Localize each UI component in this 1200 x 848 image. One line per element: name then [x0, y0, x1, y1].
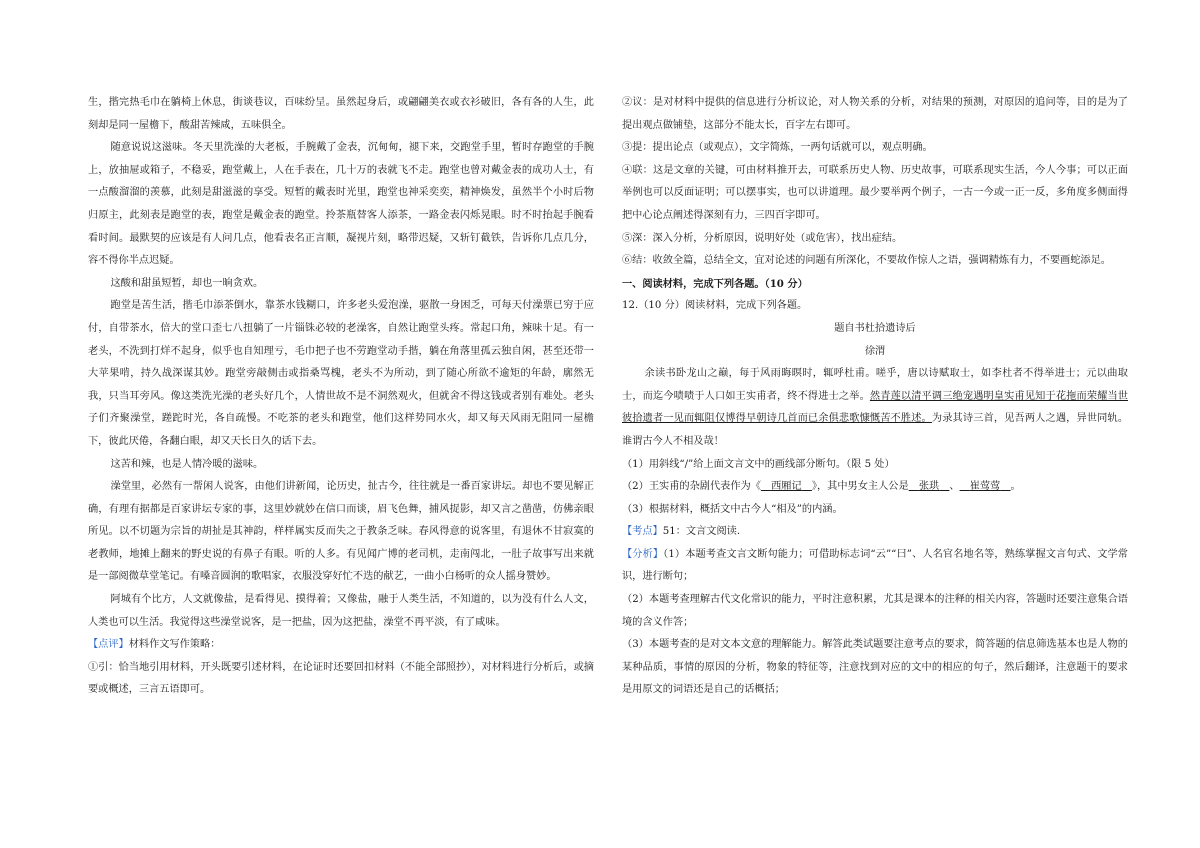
sub2-middle: 》，其中男女主人公是: [811, 481, 909, 493]
comment-text: 材料作文写作策略：: [128, 639, 221, 651]
right-column: [622, 92, 1128, 702]
kaodian-text: 51：文言文阅读.: [662, 526, 741, 538]
answer-blank-1-text: 西厢记: [771, 481, 802, 493]
answer-blank-2: [909, 481, 950, 492]
passage-part-a: 余读书卧龙山之巅，每于风雨晦暝时，辄呼杜甫。嗟乎，唐以诗赋取士，如李杜者不得举进士；元以曲取士，而迄今啧啧于人口如王实甫者，终不得进士之举。: [622, 368, 1128, 402]
poem-author: 徐渭: [864, 345, 886, 357]
answer-blank-1: [761, 481, 812, 492]
answer-blank-3: [960, 481, 1011, 492]
analysis-tag: 【分析】: [622, 548, 664, 560]
sub-question-2: [622, 476, 1128, 499]
poem-title: 题自书杜拾遗诗后: [834, 322, 916, 334]
analysis-1-text: （1）本题考查文言文断句能力；可借助标志词“云”“曰”、人名官名地名等，熟练掌握文言句式、文学常识，进行断句；: [622, 548, 1128, 583]
paragraph-bath-intro: 生，揩完热毛巾在躺椅上休息，街谈巷议，百味纷呈。虽然起身后，或翩翩美衣或衣衫破旧，各有各的人生，此刻却是同一屋檐下，酸甜苦辣咸，五味俱全。: [88, 97, 594, 131]
answer-blank-2-text: 张珙: [918, 481, 940, 493]
strategy-6: ⑥结：收敛全篇，总结全文，宜对论述的问题有所深化，不要故作惊人之语，强调精炼有力，不要画蛇添足。: [622, 255, 1111, 267]
answer-blank-3-text: 崔莺莺: [969, 481, 1001, 493]
comment-tag: 【点评】: [88, 639, 129, 651]
sub2-separator: 、: [949, 481, 960, 493]
strategy-3: ③提：提出论点（或观点），文字简炼，一两句话就可以，观点明确。: [622, 142, 933, 154]
sub2-prefix: （2）王实甫的杂剧代表作为《: [622, 481, 761, 493]
analysis-3: （3）本题考查的是对文本文意的理解能力。解答此类试题要注意考点的要求，简答题的信息筛选基本也是人物的某种品质，事情的原因的分析，物象的特征等，注意找到对应的文中的相应的句子，然后翻译，注意题干的要求是用原文的词语还是自己的话概括；: [622, 639, 1128, 696]
paragraph-gold-watch: 随意说说这滋味。冬天里洗澡的大老板，手腕戴了金表，沉甸甸，褪下来，交跑堂手里，暂时存跑堂的手腕上，放抽屉或箱子，不稳妥，跑堂戴上，人在手表在，几十万的表就飞不走。跑堂也曾对戴金表的成功人士，有一点酸溜溜的羡慕，此刻是甜滋滋的享受。短暂的戴表时光里，跑堂也神采奕奕，精神焕发，虽然半个小时后物归原主，此刻表是跑堂的表，跑堂是戴金表的跑堂。拎茶瓶替客人添茶，一路金表闪烁晃眼。时不时抬起手腕看看时间。最默契的应该是有人问几点，他看表名正言顺，凝视片刻，略带迟疑，又斩钉截铁，告诉你几点几分，容不得你半点迟疑。: [88, 142, 594, 267]
sub-question-3: （3）根据材料，概括文中古今人“相及”的内涵。: [622, 503, 843, 515]
strategy-2: ②议：是对材料中提供的信息进行分析议论，对人物关系的分析，对结果的预测，对原因的追问等，目的是为了提出观点做铺垫，这部分不能太长，百字左右即可。: [622, 97, 1128, 131]
question-12: 12.（10 分）阅读材料，完成下列各题。: [622, 300, 808, 312]
classical-passage: [622, 363, 1128, 453]
passage-part-b: 为录其诗三首，见吾两人之遇，异世同轨。谁谓古今人不相及哉！: [622, 413, 1129, 447]
strategy-1: ①引：恰当地引用材料，开头既要引述材料，在论证时还要回扣材料（不能全部照抄），对材料进行分析后，或摘要或概述，三言五语即可。: [88, 661, 594, 696]
comment-line: [88, 634, 594, 657]
section-heading: 一、阅读材料，完成下列各题。（10 分）: [622, 277, 808, 290]
analysis-2: （2）本题考查理解古代文化常识的能力，平时注意积累，尤其是课本的注释的相关内容，答题时还要注意集合语境的含义作答；: [622, 594, 1128, 628]
paragraph-salt-metaphor: 阿城有个比方，人文就像盐，是看得见、摸得着；又像盐，融于人类生活，不知道的，以为没有什么人文，人类也可以生活。我觉得这些澡堂说客，是一把盐，因为这把盐，澡堂不再平淡，有了咸味。: [88, 594, 594, 628]
paragraph-old-men: 跑堂是苦生活，揩毛巾添茶倒水，靠茶水钱糊口，许多老头爱泡澡，驱散一身困乏，可每天付澡票已穷于应付，自带茶水，倍大的堂口歪七八扭躺了一片锱铢必较的老澡客，自然让跑堂头疼。常起口角，辣味十足。有一老头，不洗到打烊不起身，似乎也自知理亏，毛巾把子也不劳跑堂动手揩，躺在角落里孤云独自闲，甚至还带一大苹果啃，持久战深谋其妙。跑堂旁敲侧击或指桑骂槐，老头不为所动，到了随心所欲不逾矩的年龄，廓然无我，只当耳旁风。像这类洗光澡的老头好几个，人情世故不是不洞然观火，但就舍不得这钱或者别有难处。老头子们齐聚澡堂，蹉跎时光，各自疏慢。不吃茶的老头和跑堂，他们这样势同水火，却又每天风雨无阻同一屋檐下，彼此厌倦，各翻白眼，却又天长日久的话下去。: [88, 300, 594, 447]
strategy-4: ④联：这是文章的关键，可由材料推开去，可联系历史人物、历史故事，可联系现实生活，今人今事；可以正面举例也可以反面证明；可以摆事实，也可以讲道理。最少要举两个例子，一古一今或一正一反，多角度多侧面得把中心论点阐述得深刻有力，三四百字即可。: [622, 164, 1128, 221]
kaodian-tag: 【考点】: [622, 526, 663, 538]
sub2-end: 。: [1010, 481, 1021, 493]
kaodian-line: [622, 521, 1128, 544]
paragraph-sour-sweet: 这酸和甜虽短暂，却也一晌贪欢。: [110, 277, 264, 289]
paragraph-storytellers: 澡堂里，必然有一帮闲人说客，由他们讲新闻，论历史，扯古今，往往就是一番百家讲坛。却也不要见解正确，有理有据都是百家讲坛专家的事，这里妙就妙在信口而谈，眉飞色舞，捕风捉影，却又言之凿凿，仿佛亲眼所见。以不切题为宗旨的胡扯是其神韵，样样属实反而失之于教条乏味。春风得意的说客里，有退休不甘寂寞的老教师，地摊上翻来的野史说的有鼻子有眼。听的人多。有见闻广博的老司机，走南闯北，一肚子故事写出来就是一部阅微草堂笔记。有嗓音圆润的歌唱家，衣服没穿好忙不迭的献艺，一曲小白杨听的众人摇身赞妙。: [88, 481, 594, 583]
sub-question-1: （1）用斜线“/”给上面文言文中的画线部分断句。（限 5 处）: [622, 458, 895, 470]
strategy-5: ⑤深：深入分析，分析原因，说明好处（或危害），找出症结。: [622, 232, 903, 244]
paragraph-bitter-spicy: 这苦和辣，也是人情冷暖的滋味。: [110, 458, 264, 470]
left-column: [88, 92, 594, 702]
analysis-1: [622, 544, 1128, 589]
passage-underlined: 然青莲以清平调三绝宠遇明皇实甫见知于花拖而荣耀当世彼拾遗者一见而辄阻仅博得早朝诗几首而已余俱悲歌慷慨苦不胜述。: [622, 390, 1128, 425]
